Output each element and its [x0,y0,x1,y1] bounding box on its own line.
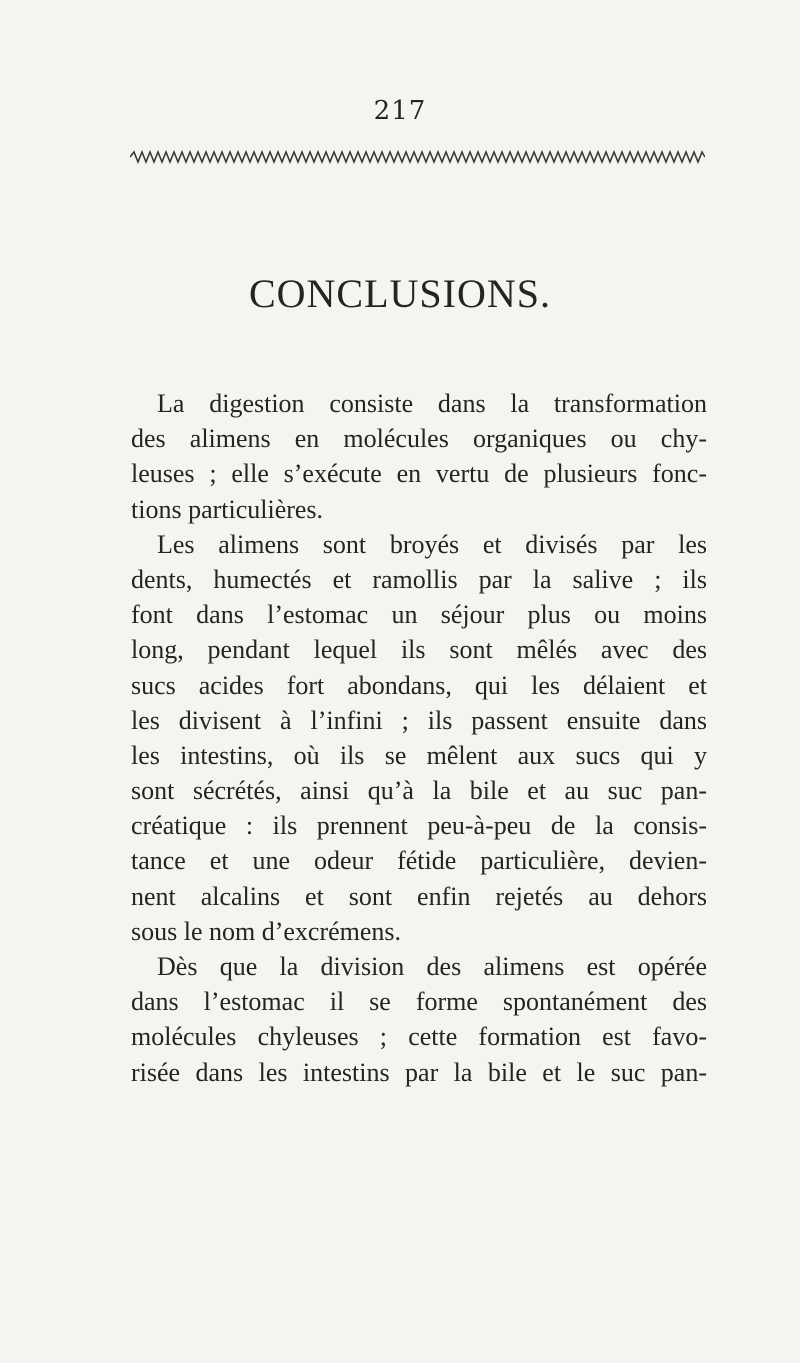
paragraph [131,386,707,527]
paragraph [131,527,707,949]
text-line: dents, humectés et ramollis par la salive ; ils [131,564,707,594]
text-line: risée dans les intestins par la bile et le suc pan- [131,1057,707,1087]
text-line: dans l’estomac il se forme spontanément des [131,987,707,1017]
text-line: tions particulières. [131,494,324,524]
chapter-heading: CONCLUSIONS. [248,271,552,316]
text-line: créatique : ils prennent peu-à-peu de la consis- [131,811,707,841]
text-line: les intestins, où ils se mêlent aux sucs qui y [131,740,707,770]
text-line: La digestion consiste dans la transformation [157,389,707,418]
text-line: sous le nom d’excrémens. [131,916,402,946]
text-line: nent alcalins et sont enfin rejetés au dehors [131,881,707,911]
ornamental-rule [130,150,705,164]
text-line: tance et une odeur fétide particulière, devien- [131,846,707,876]
text-line: Dès que la division des alimens est opérée [157,952,707,981]
paragraph [131,949,707,1090]
body-text [131,386,707,1090]
text-line: des alimens en molécules organiques ou chy- [131,424,707,454]
text-line: sont sécrétés, ainsi qu’à la bile et au suc pan- [131,776,707,806]
text-line: sucs acides fort abondans, qui les délaient et [131,670,707,700]
text-line: molécules chyleuses ; cette formation est favo- [131,1022,707,1052]
text-line: leuses ; elle s’exécute en vertu de plusieurs fonc- [131,459,707,489]
text-line: les divisent à l’infini ; ils passent ensuite dans [131,705,707,735]
text-line: Les alimens sont broyés et divisés par les [157,529,707,559]
text-line: font dans l’estomac un séjour plus ou moins [131,600,707,630]
page-number: 217 [373,96,427,126]
text-line: long, pendant lequel ils sont mêlés avec des [131,635,707,665]
